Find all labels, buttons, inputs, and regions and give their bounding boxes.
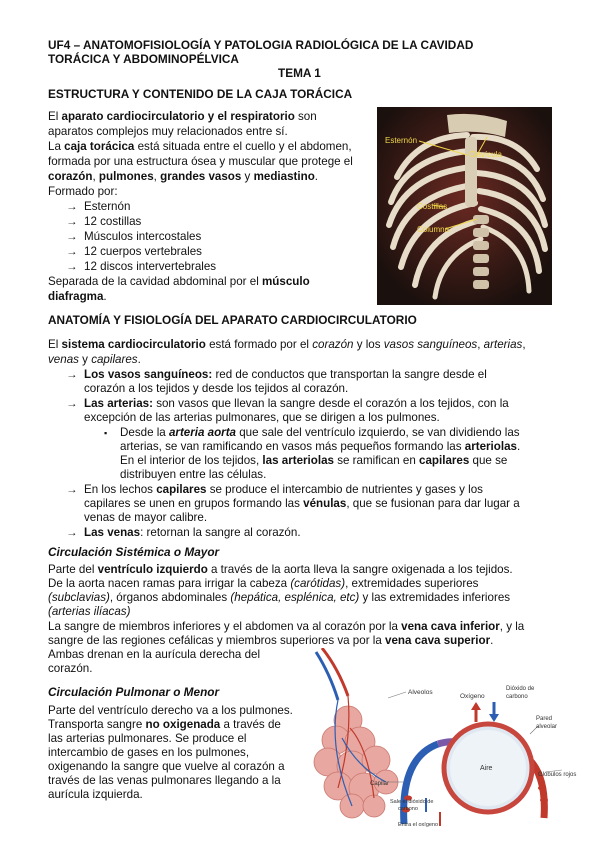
paragraph: corazón. xyxy=(48,662,93,675)
label-aire: Aire xyxy=(480,765,493,772)
list-item: → Las arterias: son vasos que llevan la sangre desde el corazón a los tejidos, con la xyxy=(66,397,509,410)
paragraph: El aparato cardiocirculatorio y el respiratorio son xyxy=(48,110,317,123)
list-item: → Los vasos sanguíneos: red de conductos que transportan la sangre desde el xyxy=(66,368,487,381)
label-pared-line1: Pared xyxy=(536,716,553,722)
paragraph: Formado por: xyxy=(48,185,118,198)
label-dioxido-line1: Dióxido de xyxy=(506,686,535,692)
paragraph: diafragma. xyxy=(48,290,107,303)
section-heading-cardiocirculatorio: ANATOMÍA Y FISIOLOGÍA DEL APARATO CARDIOCIRCULATORIO xyxy=(48,313,417,327)
paragraph: Transporta sangre no oxigenada a través de xyxy=(48,718,281,731)
label-alveolos: Alveolos xyxy=(408,689,433,696)
label-sale-line1: Sale el dióxido de xyxy=(390,799,434,805)
label-entra: Entra el oxígeno xyxy=(398,822,439,828)
paragraph: intercambio de gases en los pulmones, xyxy=(48,746,250,759)
alveoli-gas-exchange-diagram xyxy=(308,648,590,844)
paragraph: las arterias pulmonares. Se produce el xyxy=(48,732,247,745)
doc-title-line1: UF4 – ANATOMOFISIOLOGÍA Y PATOLOGIA RADIOLÓGICA DE LA CAVIDAD xyxy=(48,38,474,52)
list-item: → 12 costillas xyxy=(66,215,142,228)
sub-list-item: ▪ xyxy=(104,428,108,438)
section-heading-circulacion-pulmonar: Circulación Pulmonar o Menor xyxy=(48,685,220,699)
alveoli-illustration xyxy=(308,648,590,844)
sub-list-item-text: En el interior de los tejidos, las arteriolas se ramifican en capilares que se xyxy=(120,454,508,467)
paragraph: Parte del ventrículo izquierdo a través de la aorta lleva la sangre oxigenada a los tejidos. xyxy=(48,563,513,576)
paragraph: venas y capilares. xyxy=(48,353,141,366)
paragraph: (subclavias), órganos abdominales (hepática, esplénica, etc) y las extremidades inferiores xyxy=(48,591,511,604)
sub-list-item-text: distribuyen entre las células. xyxy=(120,468,267,481)
label-dioxido-line2: carbono xyxy=(506,694,528,700)
paragraph: De la aorta nacen ramas para irrigar la cabeza (carótidas), extremidades superiores xyxy=(48,577,479,590)
list-item-continued: corazón a los tejidos y desde los tejidos al corazón. xyxy=(84,382,349,395)
sub-list-item-text: Desde la arteria aorta que sale del ventrículo izquierdo, se van dividiendo las xyxy=(120,426,520,439)
paragraph: La caja torácica está situada entre el cuello y el abdomen, xyxy=(48,140,352,153)
paragraph: Parte del ventrículo derecho va a los pulmones. xyxy=(48,704,293,717)
list-item-continued: venas de mayor calibre. xyxy=(84,511,208,524)
paragraph: corazón, pulmones, grandes vasos y mediastino. xyxy=(48,170,319,183)
list-item-continued: capilares se unen en grupos formando las vénulas, que se fusionan para dar lugar a xyxy=(84,497,520,510)
paragraph: aurícula izquierda. xyxy=(48,788,143,801)
label-pared-line2: alveolar xyxy=(536,724,558,730)
paragraph: sangre de las regiones cefálicas y miembros superiores va por la vena cava superior. xyxy=(48,634,494,647)
tema-label: TEMA 1 xyxy=(278,66,321,80)
list-item: → Esternón xyxy=(66,200,131,213)
doc-title-line2: TORÁCICA Y ABDOMINOPÉLVICA xyxy=(48,52,239,66)
list-item: → 12 cuerpos vertebrales xyxy=(66,245,202,258)
paragraph: La sangre de miembros inferiores y el abdomen va al corazón por la vena cava inferior, y la xyxy=(48,620,525,633)
list-item: → En los lechos capilares se produce el intercambio de nutrientes y gases y los xyxy=(66,483,483,496)
paragraph: Separada de la cavidad abdominal por el músculo xyxy=(48,275,310,288)
list-item: → Las venas: retornan la sangre al corazón. xyxy=(66,526,301,539)
paragraph: formada por una estructura ósea y muscular que protege el xyxy=(48,155,353,168)
paragraph: Ambas drenan en la aurícula derecha del xyxy=(48,648,261,661)
label-costillas: Costillas xyxy=(417,202,448,211)
paragraph: aparatos complejos muy relacionados entre sí. xyxy=(48,125,288,138)
list-item: → Músculos intercostales xyxy=(66,230,202,243)
label-columna: Columna xyxy=(417,225,450,234)
section-heading-caja-toracica: ESTRUCTURA Y CONTENIDO DE LA CAJA TORÁCICA xyxy=(48,87,353,101)
sub-list-item-text: arterias, se van ramificando en vasos más pequeños formando las arteriolas. xyxy=(120,440,521,453)
list-item-continued: excepción de las arterias pulmonares, que se dirigen a los pulmones. xyxy=(84,411,440,424)
rib-cage-illustration xyxy=(377,107,552,305)
list-item: → 12 discos intervertebrales xyxy=(66,260,217,273)
paragraph: El sistema cardiocirculatorio está formado por el corazón y los vasos sanguíneos, arterias, xyxy=(48,338,526,351)
label-esternon: Esternón xyxy=(385,136,418,145)
paragraph: través de las venas pulmonares llegando a la xyxy=(48,774,281,787)
label-sale-line2: carbono xyxy=(398,806,418,812)
label-oxigeno: Oxígeno xyxy=(460,693,485,700)
paragraph: oxigenando la sangre que vuelve al corazón a xyxy=(48,760,285,773)
label-capilar: Capilar xyxy=(370,781,390,787)
thorax-3d-image xyxy=(377,107,552,305)
paragraph: (arterias ilíacas) xyxy=(48,605,131,618)
section-heading-circulacion-sistemica: Circulación Sistémica o Mayor xyxy=(48,545,220,559)
label-clavicula: Clavícula xyxy=(469,150,502,159)
label-globulos: Glóbulos rojos xyxy=(538,772,577,778)
